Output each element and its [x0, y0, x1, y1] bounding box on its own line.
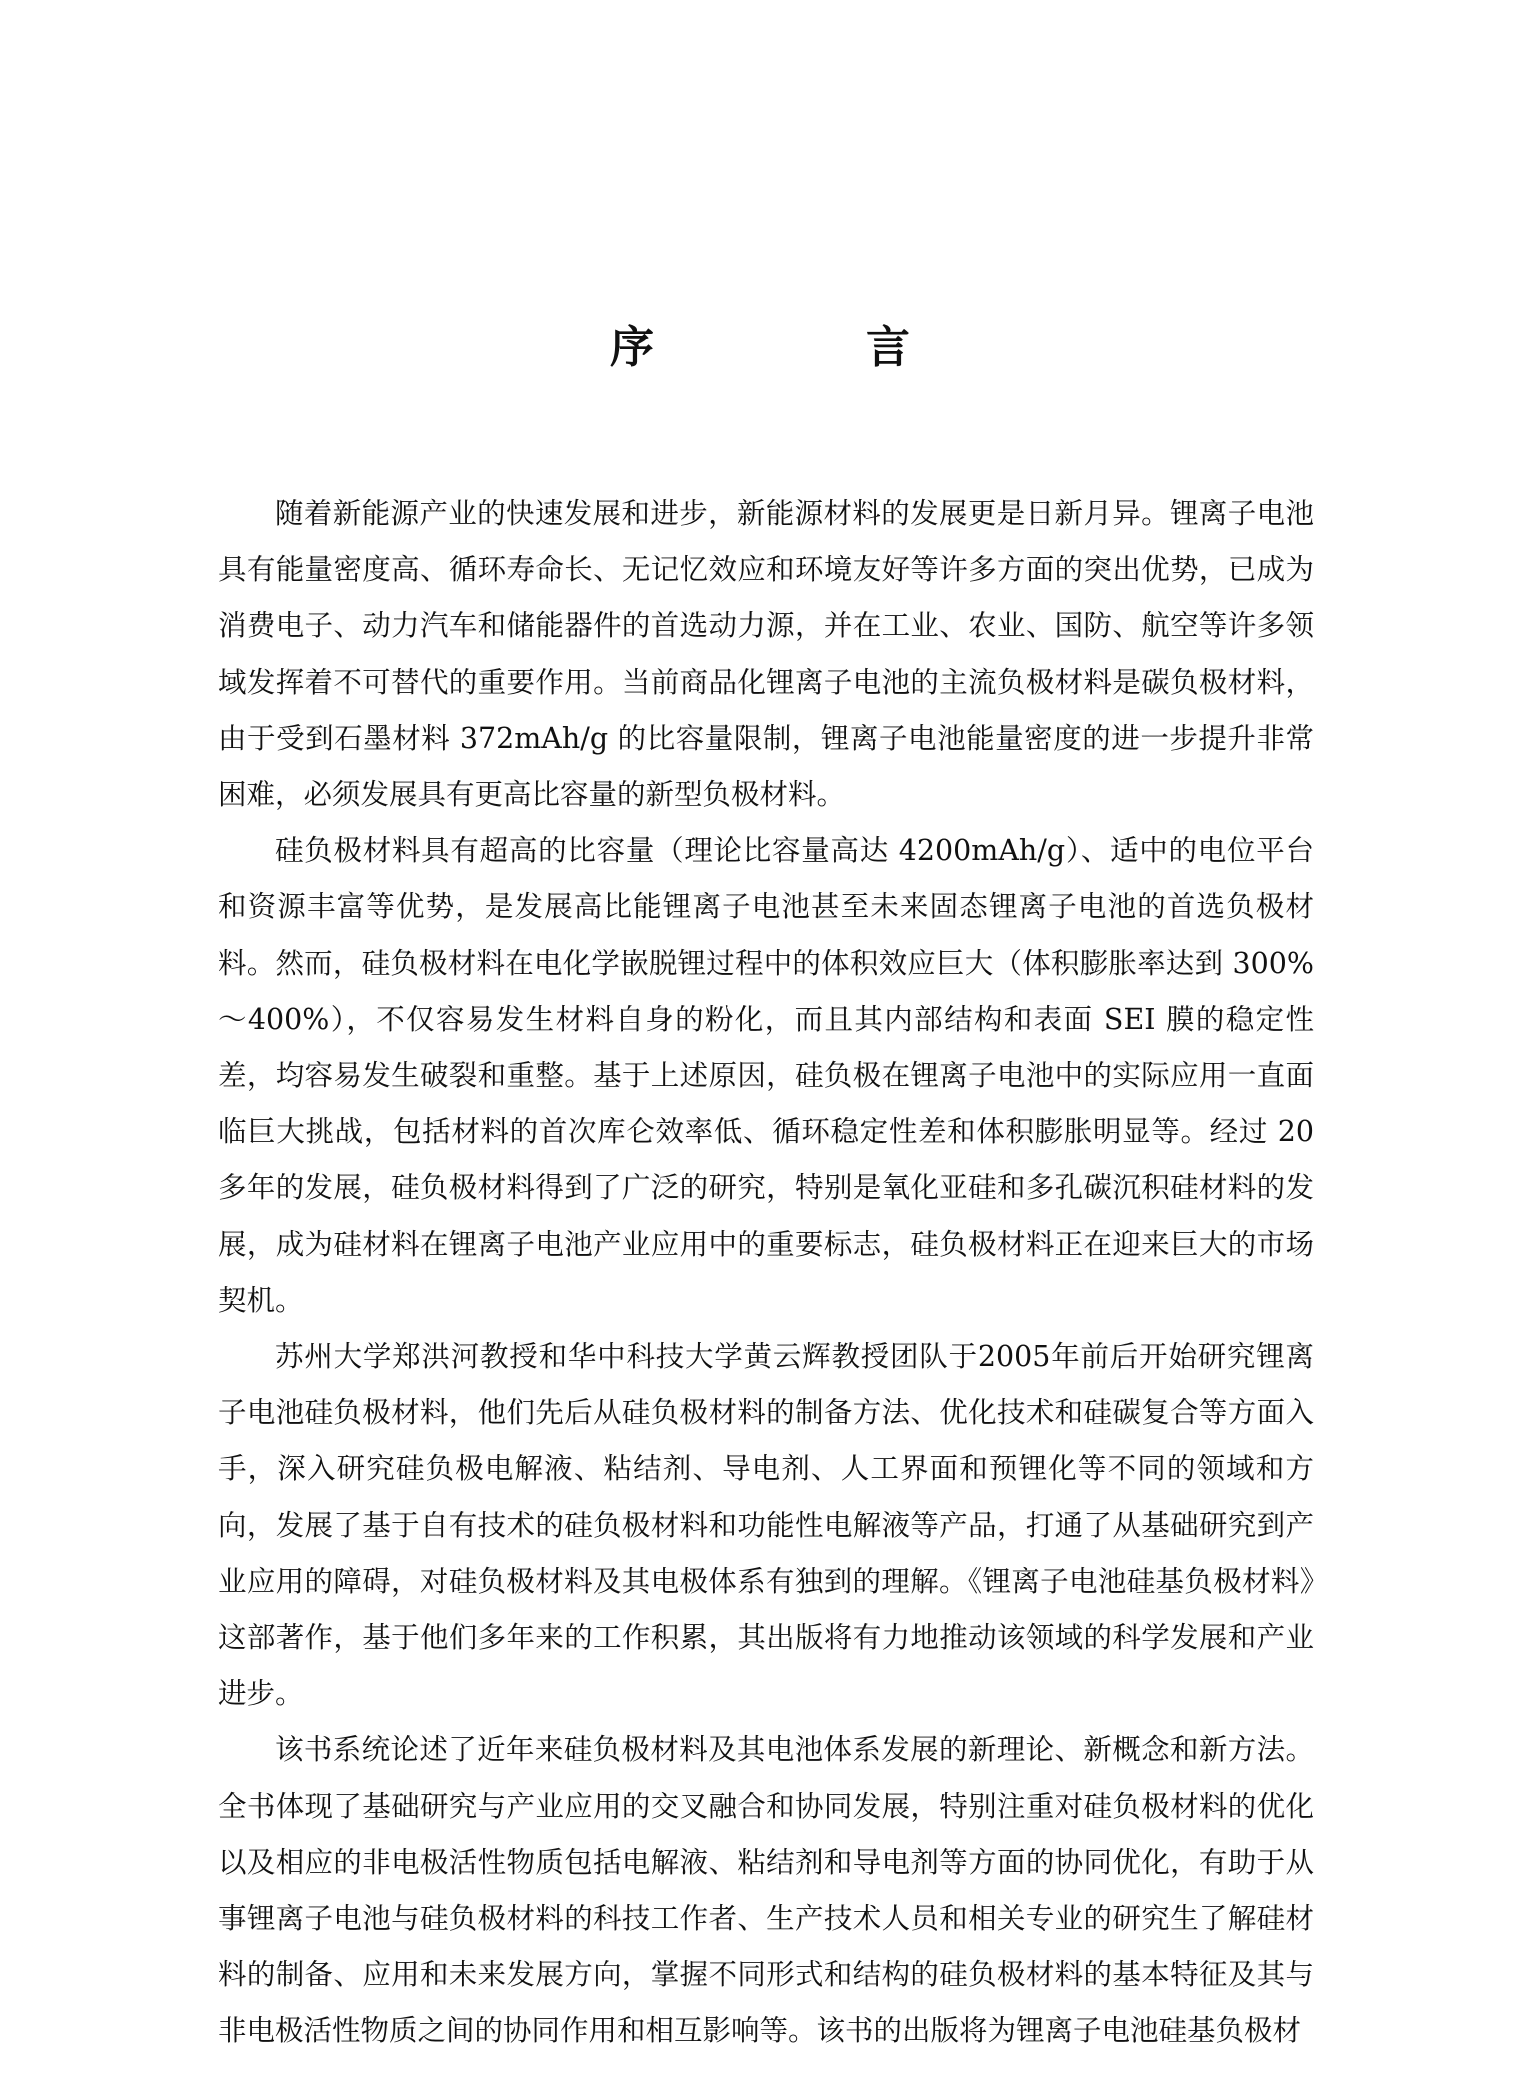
paragraph-1: 随着新能源产业的快速发展和进步，新能源材料的发展更是日新月异。锂离子电池具有能量密度高、循环寿命长、无记忆效应和环境友好等许多方面的突出优势，已成为消费电子、动力汽车和储能器件的首选动力源，并在工业、农业、国防、航空等许多领域发挥着不可替代的重要作用。当前商品化锂离子电池的主流负极材料是碳负极材料，由于受到石墨材料 372mAh/g 的比容量限制，锂离子电池能量密度的进一步提升非常困难，必须发展具有更高比容量的新型负极材料。 [218, 497, 1314, 812]
paragraph-3: 苏州大学郑洪河教授和华中科技大学黄云辉教授团队于2005年前后开始研究锂离子电池硅负极材料，他们先后从硅负极材料的制备方法、优化技术和硅碳复合等方面入手，深入研究硅负极电解液、粘结剂、导电剂、人工界面和预锂化等不同的领域和方向，发展了基于自有技术的硅负极材料和功能性电解液等产品，打通了从基础研究到产业应用的障碍，对硅负极材料及其电极体系有独到的理解。《锂离子电池硅基负极材料》这部著作，基于他们多年来的工作积累，其出版将有力地推动该领域的科学发展和产业进步。 [218, 1340, 1314, 1711]
paragraph-4: 该书系统论述了近年来硅负极材料及其电池体系发展的新理论、新概念和新方法。全书体现了基础研究与产业应用的交叉融合和协同发展，特别注重对硅负极材料的优化以及相应的非电极活性物质包括电解液、粘结剂和导电剂等方面的协同优化，有助于从事锂离子电池与硅负极材料的科技工作者、生产技术人员和相关专业的研究生了解硅材料的制备、应用和未来发展方向，掌握不同形式和结构的硅负极材料的基本特征及其与非电极活性物质之间的协同作用和相互影响等。该书的出版将为锂离子电池硅基负极材 [218, 1733, 1314, 2048]
paragraph-2: 硅负极材料具有超高的比容量（理论比容量高达 4200mAh/g）、适中的电位平台和资源丰富等优势，是发展高比能锂离子电池甚至未来固态锂离子电池的首选负极材料。然而，硅负极材料在电化学嵌脱锂过程中的体积效应巨大（体积膨胀率达到 300%～400%），不仅容易发生材料自身的粉化，而且其内部结构和表面 SEI 膜的稳定性差，均容易发生破裂和重整。基于上述原因，硅负极在锂离子电池中的实际应用一直面临巨大挑战，包括材料的首次库仑效率低、循环稳定性差和体积膨胀明显等。经过 20 多年的发展，硅负极材料得到了广泛的研究，特别是氧化亚硅和多孔碳沉积硅材料的发展，成为硅材料在锂离子电池产业应用中的重要标志，硅负极材料正在迎来巨大的市场契机。 [218, 834, 1314, 1317]
page-title: 序 言 [610, 322, 994, 373]
preface-body [218, 486, 1314, 2060]
